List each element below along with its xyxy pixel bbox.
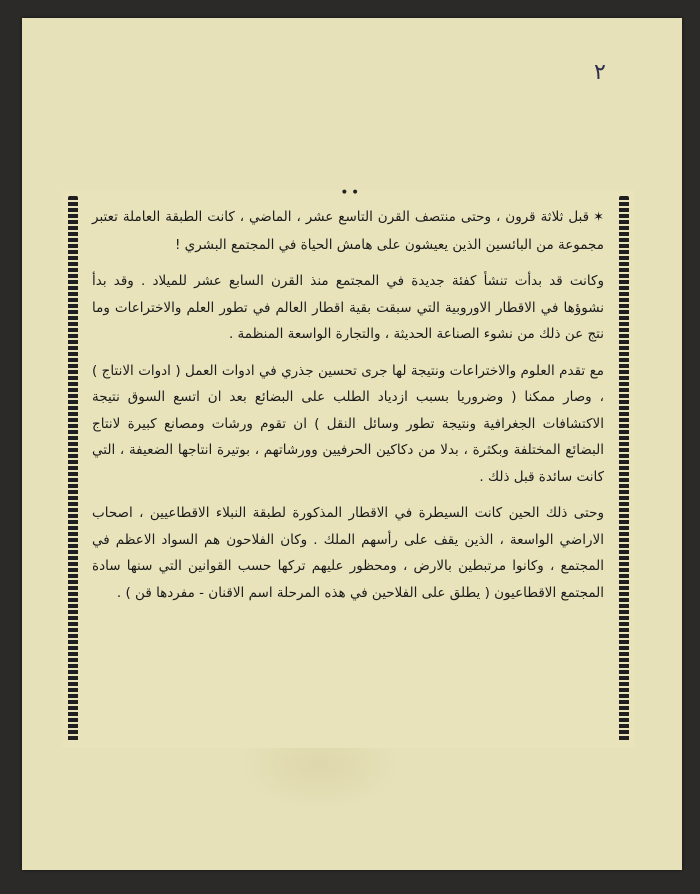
newspaper-clipping: [62, 184, 635, 748]
paragraph-2: وكانت قد بدأت تنشأ كفئة جديدة في المجتمع منذ القرن السابع عشر للميلاد . وقد بدأ نشوؤها في الاقطار الاوروبية التي سبقت بقية اقطار العالم في تطور العلم والاختراعات وما نتج عن ذلك من نشوء الصناعة الحديثة ، والتجارة الواسعة المنظمة .: [92, 273, 604, 342]
page-number: ٢: [594, 60, 606, 85]
paragraph-3: مع تقدم العلوم والاختراعات ونتيجة لها جرى تحسين جذري في ادوات العمل ( ادوات الانتاج ) ، وصار ممكنا ( وضروريا بسبب ازدياد الطلب على البضائع بعد ان اتسع السوق نتيجة الاكتشافات الجغرافية ونتيجة تطور وسائل النقل ) ان تقوم ورشات ومصانع كبيرة لانتاج البضائع المختلفة وبكثرة ، بدلا من دكاكين الحرفيين وورشاتهم ، بوتيرة انتاجها الضعيفة ، التي كانت سائدة قبل ذلك .: [92, 362, 604, 485]
star-bullet-icon: ✶: [593, 210, 604, 225]
clipping-top-mark: ∙∙: [340, 184, 362, 200]
paragraph-1-text: قبل ثلاثة قرون ، وحتى منتصف القرن التاسع عشر ، الماضي ، كانت الطبقة العاملة تعتبر مجموعة من البائسين الذين يعيشون على هامش الحياة في المجتمع البشري !: [92, 209, 604, 253]
decorative-border-left: [68, 196, 78, 742]
article-text: [92, 204, 604, 616]
paragraph-4: وحتى ذلك الحين كانت السيطرة في الاقطار المذكورة لطبقة النبلاء الاقطاعيين ، اصحاب الاراضي الواسعة ، الذين يقف على رأسهم الملك . وكان الفلاحون هم السواد الاعظم في المجتمع ، وكانوا مرتبطين بالارض ، ومحظور عليهم تركها حسب القوانين التي سنها سادة المجتمع الاقطاعيون ( يطلق على الفلاحين في هذه المرحلة اسم الاقنان - مفردها قن ) .: [92, 505, 604, 601]
paragraph-1: [92, 204, 604, 258]
decorative-border-right: [619, 196, 629, 742]
